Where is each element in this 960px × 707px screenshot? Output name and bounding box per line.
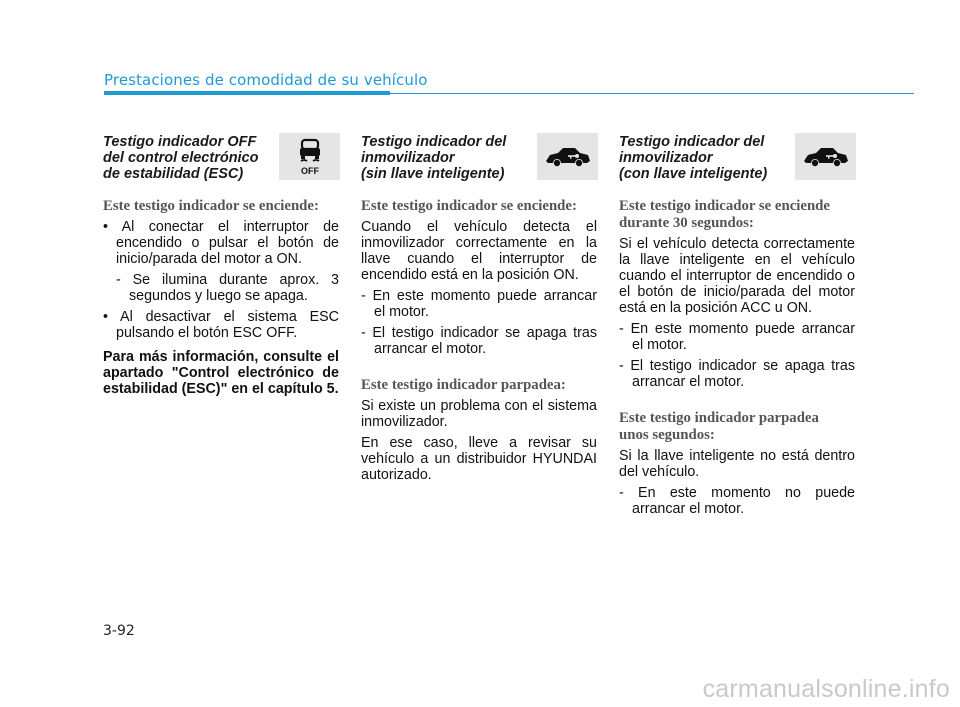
column-heading bbox=[103, 132, 339, 198]
paragraph: En ese caso, lleve a revisar su vehículo a un distribuidor HYUNDAI autorizado. bbox=[361, 435, 597, 483]
esc-off-icon-label: OFF bbox=[300, 165, 319, 176]
bullet-item: • Al desactivar el sistema ESC pulsando el botón ESC OFF. bbox=[103, 309, 339, 341]
column-title: Testigo indicador OFF del control electrónico de estabilidad (ESC) bbox=[103, 134, 259, 182]
header-accent-bar bbox=[104, 91, 390, 95]
column-title: Testigo indicador del inmovilizador (con llave inteligente) bbox=[619, 134, 768, 182]
column-heading bbox=[619, 132, 855, 198]
subheading: Este testigo indicador parpadea: bbox=[361, 377, 566, 393]
subheading: Este testigo indicador se enciende: bbox=[103, 198, 319, 214]
immobilizer-icon bbox=[795, 133, 856, 180]
watermark[interactable]: carmanualsonline.info bbox=[702, 675, 950, 703]
dash-item: - Se ilumina durante aprox. 3 segundos y luego se apaga. bbox=[116, 272, 339, 304]
section-header: Prestaciones de comodidad de su vehículo bbox=[104, 71, 428, 89]
dash-item: - En este momento puede arrancar el motor. bbox=[361, 288, 597, 320]
column-title: Testigo indicador del inmovilizador (sin llave inteligente) bbox=[361, 134, 507, 182]
column-heading bbox=[361, 132, 597, 198]
column-immobilizer-no-smart-key bbox=[361, 132, 597, 488]
subheading: Este testigo indicador se enciende durante 30 segundos: bbox=[619, 198, 830, 231]
paragraph: Si la llave inteligente no está dentro del vehículo. bbox=[619, 448, 855, 480]
page-number: 3-92 bbox=[103, 623, 135, 639]
dash-item: - El testigo indicador se apaga tras arrancar el motor. bbox=[619, 358, 855, 390]
esc-off-icon bbox=[279, 133, 340, 180]
dash-item: - El testigo indicador se apaga tras arrancar el motor. bbox=[361, 325, 597, 357]
immobilizer-icon bbox=[537, 133, 598, 180]
dash-item: - En este momento no puede arrancar el motor. bbox=[619, 485, 855, 517]
subheading: Este testigo indicador parpadea unos segundos: bbox=[619, 410, 819, 443]
header-rule bbox=[390, 93, 914, 94]
paragraph: Cuando el vehículo detecta el inmovilizador correctamente en la llave cuando el interruptor de encendido está en la posición ON. bbox=[361, 219, 597, 283]
column-esc-off bbox=[103, 132, 339, 402]
paragraph: Si el vehículo detecta correctamente la llave inteligente en el vehículo cuando el interruptor de encendido o el botón de inicio/parada del motor está en la posición ACC u ON. bbox=[619, 236, 855, 316]
paragraph: Si existe un problema con el sistema inmovilizador. bbox=[361, 398, 597, 430]
bullet-item: • Al conectar el interruptor de encendido o pulsar el botón de inicio/parada del motor a ON. bbox=[103, 219, 339, 267]
reference-note: Para más información, consulte el apartado "Control electrónico de estabilidad (ESC)" en el capítulo 5. bbox=[103, 349, 339, 397]
column-immobilizer-smart-key bbox=[619, 132, 855, 522]
dash-item: - En este momento puede arrancar el motor. bbox=[619, 321, 855, 353]
subheading: Este testigo indicador se enciende: bbox=[361, 198, 577, 214]
